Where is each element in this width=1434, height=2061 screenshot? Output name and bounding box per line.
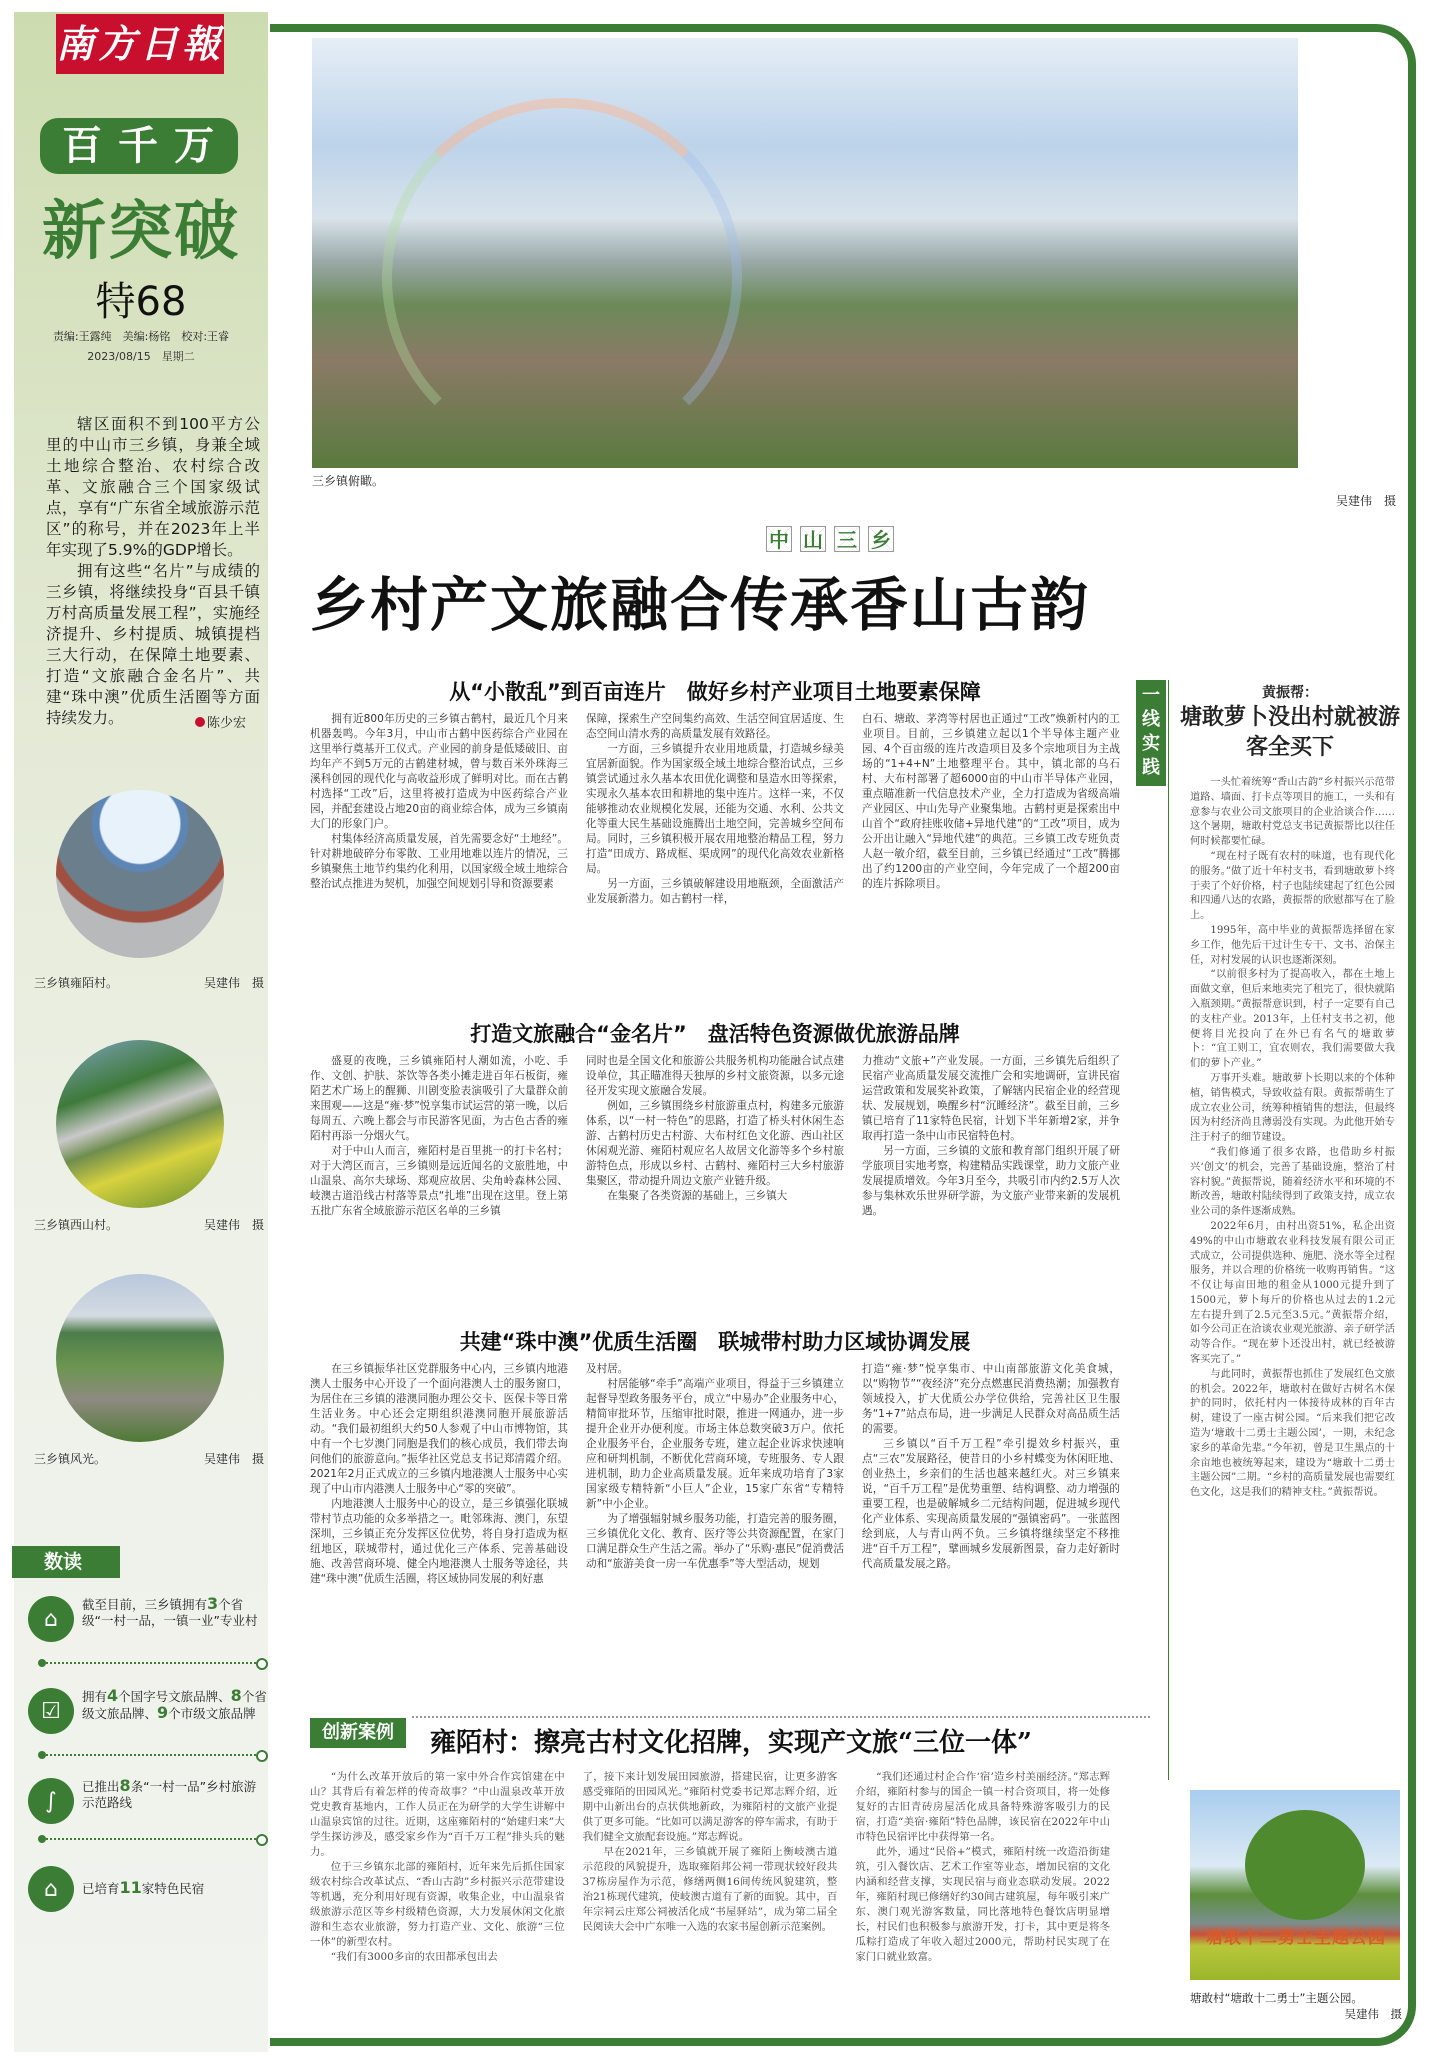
- paragraph: “我们还通过村企合作‘宿’造乡村美丽经济。”郑志辉介绍，雍陌村参与的国企一镇一村合资项目，将一处修复好的古旧青砖房屋活化成具备特殊游客吸引力的民宿，打造“美宿·雍陌”特色品牌，该民宿在2022年中山市特色民宿评比中获得第一名。: [855, 1771, 1110, 1843]
- paragraph: 力推动“文旅+”产业发展。一方面，三乡镇先后组织了民宿产业高质量发展交流推广会和实地调研，宣讲民宿运营政策和发展奖补政策，了解辖内民宿企业的经营现状、发展规划，唤醒乡村“沉睡经济”。截至目前，三乡镇已培育了11家特色民宿，计划下半年新增2家，并争取再打造一条中山市民宿特色村。: [862, 1055, 1120, 1142]
- article-columns: [310, 1362, 1120, 1700]
- paragraph: 万事开头难。塘敢萝卜长期以来的个体种植，销售模式，导致收益有限。黄振帮萌生了成立农业公司，统筹种植销售的想法，但最终因为村经济尚且薄弱没有实现。为此他开始专注于村子的细节建设。: [1190, 1072, 1395, 1144]
- hero-photo-aerial: [312, 38, 1298, 468]
- paragraph: 保障，探索生产空间集约高效、生活空间宜居适度、生态空间山清水秀的高质量发展有效路径。: [586, 713, 844, 740]
- house-leaf-icon: ⌂: [28, 1866, 74, 1912]
- road-icon: ∫: [28, 1778, 74, 1824]
- paragraph: 同时也是全国文化和旅游公共服务机构功能融合试点建设单位，其正瞄准得天独厚的乡村文旅资源，以多元途径开发实现文旅融合发展。: [586, 1055, 844, 1097]
- caption-text: 三乡镇雍陌村。: [34, 976, 119, 990]
- author-name: 陈少宏: [206, 716, 246, 731]
- author-byline: [195, 712, 246, 731]
- intro-text: [46, 414, 260, 729]
- vertical-rule: [1168, 680, 1169, 1780]
- frontline-body: [1190, 776, 1395, 1766]
- paragraph: 村居能够“牵手”高端产业项目，得益于三乡镇建立起督导型政务服务平台，成立“中易办”企业服务中心，精简审批环节，压缩审批时限，推进一网通办，进一步提升企业开办便利度。市场主体总数突破3万户。依托企业服务平台，企业服务专班，建立起企业诉求快速响应和研判机制，不断优化营商环境，专班服务、专人跟进机制，助力企业高质量发展。近年来成功培育了3家国家级专精特新“小巨人”企业，15家广东省“专精特新”中小企业。: [586, 1378, 844, 1510]
- dotted-divider: [42, 1838, 264, 1846]
- main-headline: 乡村产文旅融合传承香山古韵: [309, 571, 1090, 639]
- case-headline: 雍陌村：擦亮古村文化招牌，实现产文旅“三位一体”: [430, 1728, 1032, 1758]
- tree: [1245, 1810, 1365, 1920]
- paragraph: 及村居。: [586, 1363, 629, 1375]
- photo-caption: [34, 974, 264, 991]
- photo-caption: [34, 1216, 264, 1233]
- article-column: [310, 712, 568, 974]
- dotted-divider: [42, 1754, 264, 1762]
- paragraph: 2022年6月，由村出资51%，私企出资49%的中山市塘敢农业科技发展有限公司正式成立，公司提供选种、施肥、浇水等全过程服务，并以合理的价格统一收购再销售。“这不仅让每亩田地的租金从1000元提升到了1500元，萝卜每斤的价格也从过去的1.2元左右提升到了2.5元至3.5元。”黄振帮介绍，如今公司正在洽谈农业观光旅游、亲子研学活动等合作。“现在萝卜还没出村，就已经被游客买完了。”: [1190, 1220, 1395, 1366]
- paragraph: 白石、塘敢、茅湾等村居也正通过“工改”焕新村内的工业项目。目前，三乡镇建立起以1个半导体主题产业园、4个百亩级的连片改造项目及多个宗地项目为主战场的“1+4+N”土地整理平台。其中，镇北部的乌石村、大布村部署了超6000亩的中山市半导体产业园，重点瞄准新一代信息技术产业，全力打造成为省级高端产业园区、中山先导产业聚集地。古鹤村更是探索出中山首个“政府挂账收储+异地代建”的“工改”项目，成为公开出让融入“异地代建”的典范。三乡镇工改专班负责人赵一敏介绍，截至目前，三乡镇已经通过“工改”腾挪出了约1200亩的产业空间，今年完成了一个超200亩的连片拆除项目。: [862, 713, 1120, 890]
- paragraph: 此外，通过“民俗+”模式，雍陌村统一改造沿街建筑，引入餐饮店、艺术工作室等业态，增加民宿的文化内涵和经营支撑，实现民宿与商业态联动发展。2022年，雍陌村现已修缮好约30间古建筑屋，每年吸引来广东、澳门观光游客数量，同比落地特色餐饮店明显增长，村民们也积极参与旅游开发，打卡，其中更是将冬瓜粽打造成了年收入超过2000元，帮助村民实现了在家门口就业致富。: [855, 1846, 1110, 1963]
- paragraph: 盛夏的夜晚，三乡镇雍陌村人潮如流，小吃、手作、文创、护肤、茶饮等各类小摊走进百年石板街，雍陌艺术广场上的醒狮、川剧变脸表演吸引了大量群众前来围观——这是“雍·梦”悦享集市试运营的第一晚，以后每周五、六晚上都会与市民游客见面，为古色古香的雍陌村再添一分烟火气。: [310, 1055, 568, 1142]
- checklist-icon: ☑: [28, 1688, 74, 1734]
- paragraph: 打造“雍·梦”悦享集市、中山南部旅游文化美食城，以“购物节”“夜经济”充分点燃惠民消费热潮；加强教育领域投入，扩大优质公办学位供给，完善社区卫生服务“1+7”站点布局，进一步满足人民群众对高品质生活的需要。: [862, 1363, 1120, 1435]
- article-columns: [310, 712, 1120, 974]
- headline-kicker: [766, 526, 894, 552]
- photo-xishan-village: [56, 1040, 224, 1208]
- stat-item: ⌂ 截至目前，三乡镇拥有3个省级“一村一品，一镇一业”专业村: [28, 1596, 268, 1642]
- editor-credits: 责编:王露纯 美编:杨铭 校对:王睿: [52, 330, 230, 343]
- photo-credit: 吴建伟 摄: [203, 1218, 264, 1232]
- stat-item: ☑ 拥有4个国字号文旅品牌、8个省级文旅品牌、9个市级文旅品牌: [28, 1688, 268, 1734]
- article-column: [586, 1054, 844, 1294]
- paragraph: 位于三乡镇东北部的雍陌村，近年来先后抓住国家级农村综合改革试点、“香山古韵”乡村振兴示范带建设等机遇，充分利用好现有资源，收集企业，中山温泉省级旅游示范区等乡村级精色资源，大力发展休闲文化旅游和生态农业旅游，努力打造产业、文化、旅游“三位一体”的新型农村。: [310, 1861, 565, 1948]
- caption-text: 三乡镇西山村。: [34, 1218, 119, 1232]
- caption-text: 三乡镇风光。: [34, 1452, 107, 1466]
- photo-yongmo-village: [56, 790, 224, 958]
- frontline-name: 黄振帮：: [1262, 685, 1318, 701]
- newspaper-logo: 南方日報: [56, 14, 224, 74]
- paragraph: 内地港澳人士服务中心的设立，是三乡镇强化联城带村节点功能的众多举措之一。毗邻珠海、澳门，东望深圳，三乡镇正充分发挥区位优势，将自身打造成为枢纽地区，联城带村，通过优化三产体系、完善基础设施、改善营商环境、健全内地港澳人士服务等途径，共建“珠中澳”优质生活圈，将区域协同发展的利好惠: [310, 1498, 568, 1585]
- frontline-title: 塘敢萝卜没出村就被游客全买下: [1180, 704, 1401, 760]
- paragraph: 早在2021年，三乡镇就开展了雍陌上衡岐澳古道示范段的风貌提升，选取雍陌邦公祠一带现状较好段共37栋房屋作为示范，修缮两侧16间传统风貌建筑，整治21栋现代建筑，使岐澳古道有了新的面貌。其中，百年宗祠云庄郑公祠被活化成“书屋驿站”，成为第二届全民阅读大会中广东唯一入选的农家书屋创新示范案例。: [582, 1846, 838, 1933]
- photo-credit: 吴建伟 摄: [1344, 2007, 1402, 2021]
- paragraph: 了，接下来计划发展田园旅游，搭建民宿，让更多游客感受雍陌的田园风光。”雍陌村党委书记郑志辉介绍，近期中山新出台的点状供地新政，为雍陌村的文旅产业提供了更多可能。“比如可以满足游客的停车需求，有助于我们健全文旅配套设施。”郑志辉说。: [582, 1771, 838, 1843]
- data-reading-header: 数读: [12, 1546, 120, 1578]
- special-issue-number: 特68: [95, 279, 187, 325]
- section-heading: 从“小散乱”到百亩连片 做好乡村产业项目土地要素保障: [449, 680, 981, 704]
- hero-caption: 三乡镇俯瞰。: [312, 474, 385, 488]
- stat-item: ⌂ 已培育11家特色民宿: [28, 1866, 268, 1912]
- paragraph: 例如，三乡镇围绕乡村旅游重点村，构建多元旅游体系，以“一村一特色”的思路，打造了桥头村休闲生态游、古鹤村历史古村游、大布村红色文化游、西山社区休闲观光游、雍陌村观应名人故居文化游等多个乡村旅游特色点，形成以乡村、古鹤村、雍陌村三大乡村旅游集聚区，带动提升周边文旅产业链升级。: [586, 1100, 844, 1187]
- paragraph: “我们修通了很多农路，也借助乡村振兴‘创文’的机会，完善了基础设施，整治了村容村貌。”黄振帮说，随着经济水平和环境的不断改善，塘敢村陆续得到了政策支持，成立农业公司的条件逐渐成熟。: [1190, 1146, 1395, 1218]
- article-column: [862, 712, 1120, 974]
- intro-paragraph: 拥有这些“名片”与成绩的三乡镇，将继续投身“百县千镇万村高质量发展工程”，实施经济提升、乡村提质、城镇提档三大行动，在保障土地要素、打造“文旅融合金名片”、共建“珠中澳”优质生活圈等方面持续发力。: [46, 562, 260, 727]
- dotted-divider: [42, 1662, 264, 1670]
- photo-caption: [34, 1450, 264, 1467]
- sidebar: [14, 12, 268, 2052]
- section-title: 新突破: [42, 195, 240, 269]
- intro-paragraph: 辖区面积不到100平方公里的中山市三乡镇，身兼全域土地综合整治、农村综合改革、文旅融合三个国家级试点，享有“广东省全域旅游示范区”的称号，并在2023年上半年实现了5.9%的GDP增长。: [46, 415, 260, 559]
- article-column: [310, 1054, 568, 1294]
- article-column: [583, 1770, 838, 2032]
- paragraph: 与此同时，黄振帮也抓住了发展红色文旅的机会。2022年，塘敢村在做好古树名木保护的同时，依托村内一体接待成林的百年古树，建设了一座古树公园。“后来我们把它改造为‘塘敢十二勇士主题公园’，一期，未纪念家乡的革命先辈。”今年初，曾是卫生黑点的十余亩地也被统筹起来，建设为“塘敢十二勇士主题公园”二期。“乡村的高质量发展也需要红色文化，这是我们的精神支柱。”黄振帮说。: [1190, 1368, 1395, 1499]
- photo-credit: 吴建伟 摄: [203, 976, 264, 990]
- section-heading: 打造文旅融合“金名片” 盘活特色资源做优旅游品牌: [470, 1022, 960, 1046]
- paragraph: “为什么改革开放后的第一家中外合作宾馆建在中山？其背后有着怎样的传奇故事？”中山温泉改革开放党史教育基地内，工作人员正在为研学的大学生讲解中山温泉宾馆的过往。近期，这座雍陌村的“始建归来”大学生探访涉及，感受家乡作为“百千万工程”排头兵的魅力。: [310, 1771, 565, 1858]
- paragraph: “现在村子既有农村的味道，也有现代化的服务。”做了近十年村支书，看到塘敢萝卜终于卖了个好价格，村子也陆续建起了红色公园和四通八达的农路，黄振帮的欣慰都写在了脸上。: [1190, 850, 1395, 922]
- article-column: [586, 1362, 844, 1700]
- paragraph: 三乡镇以“百千万工程”牵引提效乡村振兴，重点“三农”发展路径，使昔日的小乡村蝶变为休闲旺地、创业热土，乡亲们的生活也越来越红火。对三乡镇来说，“百千万工程”是优势重塑、结构调整、动力增强的重要工程，也是破解城乡二元结构问题，促进城乡现代化产业体系、实现高质量发展的“强镇密码”。一张蓝图绘到底，人与青山两不负。三乡镇将继续坚定不移推进“百千万工程”，擘画城乡发展新图景，奋力走好新时代高质量发展之路。: [862, 1438, 1120, 1570]
- paragraph: 另一方面，三乡镇的文旅和教育部门组织开展了研学旅项目实地考察，构建精品实践课堂，助力文旅产业发展提质增效。今年3月至今，共吸引市内约2.5万人次参与集林欢乐世界研学游，为文旅产业带来新的发展机遇。: [862, 1145, 1120, 1217]
- article-column: [862, 1362, 1120, 1700]
- bullet-icon: [195, 717, 205, 727]
- paragraph: 在集聚了各类资源的基础上，三乡镇大: [607, 1190, 788, 1202]
- article-columns: [310, 1054, 1120, 1294]
- photo-credit: 吴建伟 摄: [203, 1452, 264, 1466]
- kicker-char: 山: [800, 526, 826, 552]
- house-leaf-icon: ⌂: [28, 1596, 74, 1642]
- issue-date: 2023/08/15 星期二: [87, 350, 195, 363]
- article-column: [310, 1770, 565, 2032]
- article-column: [855, 1770, 1110, 2032]
- park-sign: 塘敢十二勇士主题公园: [1206, 1928, 1386, 1948]
- photo-caption: [1190, 1990, 1402, 2022]
- paragraph: 为了增强辐射城乡服务功能，打造完善的服务圈，三乡镇优化文化、教育、医疗等公共资源配置，在家门口满足群众生产生活之需。举办了“乐购·惠民”促消费活动和“旅游美食一房一车优惠季”等大型活动，规划: [586, 1513, 844, 1570]
- frontline-label: 一线实践: [1136, 680, 1166, 786]
- caption-text: 塘敢村“塘敢十二勇士”主题公园。: [1190, 1991, 1363, 2005]
- article-column: [586, 712, 844, 974]
- photo-sanxiang-scenery: [56, 1274, 224, 1442]
- paragraph: “我们有3000多亩的农田都承包出去: [330, 1951, 498, 1963]
- kicker-char: 三: [834, 526, 860, 552]
- paragraph: 一方面，三乡镇提升农业用地质量，打造城乡绿美宜居新面貌。作为国家级全域土地综合整治试点，三乡镇尝试通过永久基本农田优化调整和垦造水田等探索，实现永久基本农田和耕地的集中连片。这样一来，不仅能够推动农业规模化发展，还能为交通、水利、公共文化等重大民生基础设施腾出土地空间，完善城乡空间布局。同时，三乡镇积极开展农用地整治精品工程，努力打造“田成方、路成框、渠成网”的现代化高效农业新格局。: [586, 743, 844, 875]
- photo-theme-park: [1190, 1790, 1400, 1980]
- case-label: 创新案例: [310, 1718, 406, 1748]
- paragraph: 村集体经济高质量发展，首先需要念好“土地经”。针对耕地破碎分布零散、工业用地难以连片的情况，三乡镇聚焦土地节约集约化利用，以国家级全域土地综合整治试点推进为契机，加强空间规划引导和资源要素: [310, 833, 568, 890]
- paragraph: 在三乡镇振华社区党群服务中心内，三乡镇内地港澳人士服务中心开设了一个面向港澳人士的服务窗口，为居住在三乡镇的港澳同胞办理公交卡、医保卡等日常生活业务。中心还会定期组织港澳同胞开展旅游活动。“我们最初组织大约50人参观了中山市博物馆，其中有一个七岁澳门同胞是我们的核心成员，我们带去询问他们的旅游意向。”振华社区党总支书记郑清霞介绍。2021年2月正式成立的三乡镇内地港澳人士服务中心实现了中山市内港澳人士服务中心“零的突破”。: [310, 1363, 568, 1495]
- paragraph: 拥有近800年历史的三乡镇古鹤村，最近几个月来机器轰鸣。今年3月，中山市古鹤中医药综合产业园在这里举行奠基开工仪式。产业园的前身是低矮破旧、亩均年产不到5万元的古鹤建材城，曾与数百米外珠海三溪科创园的现代化与高收益形成了鲜明对比。而在古鹤村选择“工改”后，这里将被打造成为中医药综合产业园，并配套建设占地20亩的商业综合体，成为三乡镇南大门的形象门户。: [310, 713, 568, 830]
- section-heading: 共建“珠中澳”优质生活圈 联城带村助力区域协调发展: [459, 1330, 971, 1354]
- section-pill: 百千万: [40, 118, 238, 174]
- kicker-char: 中: [766, 526, 792, 552]
- kicker-char: 乡: [868, 526, 894, 552]
- paragraph: 1995年，高中毕业的黄振帮选择留在家乡工作，他先后干过计生专干、文书、治保主任，对村发展的认识也逐渐深刻。: [1190, 924, 1395, 966]
- stat-item: ∫ 已推出8条“一村一品”乡村旅游示范路线: [28, 1778, 268, 1824]
- rainbow: [382, 98, 742, 458]
- article-columns: [310, 1770, 1110, 2032]
- article-column: [862, 1054, 1120, 1294]
- dotted-divider: [412, 1716, 1150, 1718]
- hero-credit: 吴建伟 摄: [1336, 494, 1397, 508]
- paragraph: “以前很多村为了提高收入，都在土地上面做文章，但后来地卖完了租完了，很快就陷入瓶颈期。”黄振帮意识到，村子一定要有自己的支柱产业。2013年，上任村支书之初，他便将目光投向了在外已有名气的塘敢萝卜：“宜工则工，宜农则农，我们需要做大我们的萝卜产业。”: [1190, 969, 1395, 1070]
- paragraph: 对于中山人而言，雍陌村是百里挑一的打卡名村；对于大湾区而言，三乡镇则是远近闻名的文旅胜地，中山温泉、高尔夫球场、郑观应故居、尖角岭森林公园、岐澳古道沿线古村落等景点“扎堆”出现在这里。登上第五批广东省全域旅游示范区名单的三乡镇: [310, 1145, 568, 1217]
- article-column: [310, 1362, 568, 1700]
- paragraph: 另一方面，三乡镇破解建设用地瓶颈，全面激活产业发展新潜力。如古鹤村一样，: [586, 878, 844, 905]
- paragraph: 一头忙着统筹“香山古韵”乡村振兴示范带道路、墙面、打卡点等项目的施工，一头和有意参与农业公司文旅项目的企业洽谈合作……这个暑期，塘敢村党总支书记黄振帮比以往任何时候都要忙碌。: [1190, 777, 1395, 848]
